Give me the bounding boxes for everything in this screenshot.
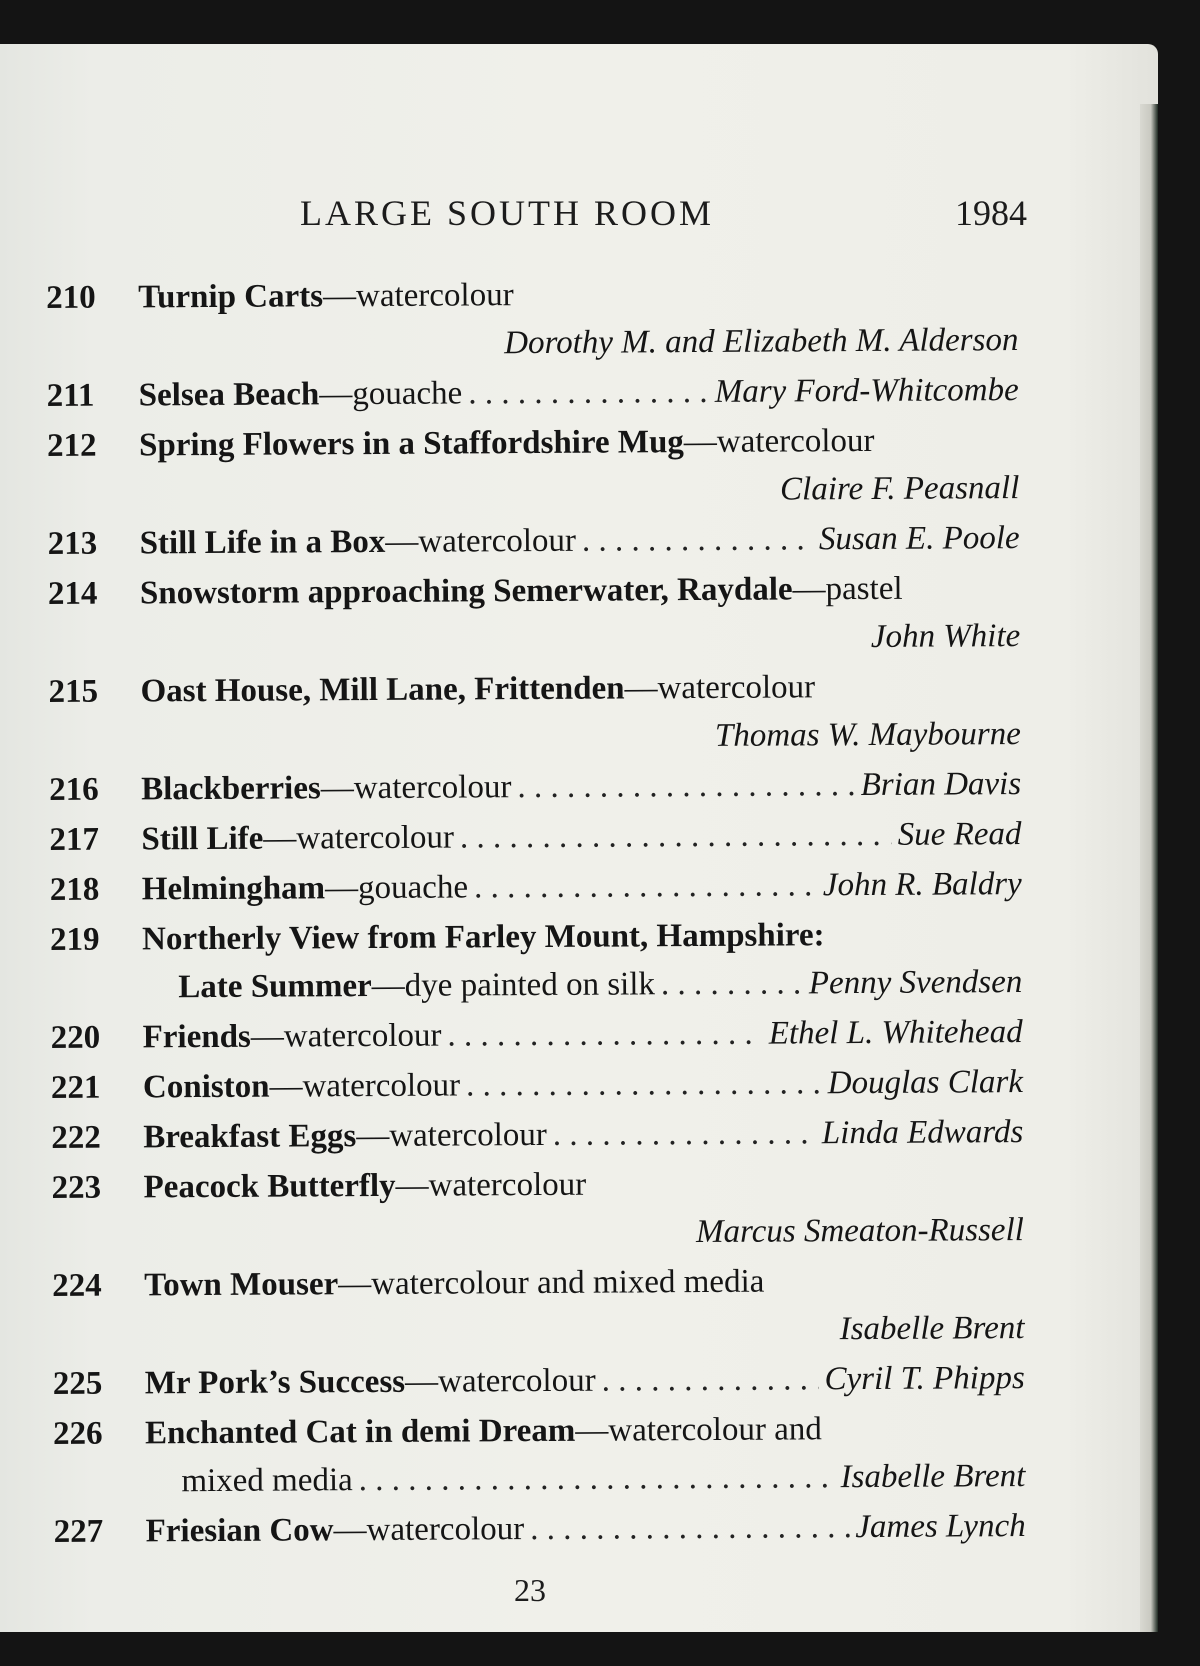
dot-leader	[447, 1010, 763, 1060]
room-title: LARGE SOUTH ROOM	[300, 193, 715, 233]
dot-leader	[530, 1503, 849, 1553]
entry-artist: Brian Davis	[860, 766, 1022, 804]
entry-artist: Isabelle Brent	[839, 1310, 1025, 1348]
entry-medium: —watercolour	[624, 669, 816, 707]
entry-title: Oast House, Mill Lane, Frittenden	[140, 670, 625, 710]
list-item	[50, 910, 1031, 1012]
list-item	[51, 1108, 1031, 1162]
page-number: 23	[514, 1572, 546, 1608]
entry-number: 213	[47, 525, 98, 562]
dot-leader	[602, 1355, 819, 1404]
entry-artist: Marcus Smeaton-Russell	[695, 1212, 1024, 1251]
entry-number: 226	[52, 1415, 103, 1452]
entry-medium-continued: mixed media	[181, 1462, 353, 1500]
entry-title: Snowstorm approaching Semerwater, Raydale	[139, 571, 793, 612]
entry-medium: —watercolour	[333, 1511, 525, 1549]
page-edge	[1140, 104, 1158, 1632]
entry-medium: —gouache	[319, 375, 463, 413]
list-item	[49, 810, 1029, 864]
entry-title: Still Life in a Box	[139, 523, 386, 562]
entry-artist: John White	[870, 618, 1021, 655]
entry-artist: Isabelle Brent	[840, 1458, 1026, 1496]
list-item	[51, 1158, 1032, 1260]
entry-title: Breakfast Eggs	[143, 1118, 357, 1156]
entry-medium: —watercolour	[385, 522, 577, 560]
dot-leader	[553, 1109, 816, 1159]
entry-medium: —watercolour	[404, 1362, 596, 1400]
entry-medium: —watercolour	[683, 422, 875, 461]
list-item	[48, 514, 1028, 568]
dot-leader	[359, 1453, 835, 1504]
list-item	[46, 268, 1027, 370]
entry-medium: —watercolour	[250, 1017, 442, 1055]
list-item	[50, 860, 1030, 914]
entry-medium: —gouache	[324, 869, 469, 907]
entry-number: 222	[51, 1119, 101, 1156]
entry-artist: Linda Edwards	[821, 1114, 1024, 1152]
entry-number: 216	[49, 771, 99, 808]
entry-number: 225	[52, 1365, 103, 1402]
entry-title: Northerly View from Farley Mount, Hampshire:	[141, 917, 825, 958]
entry-artist: Penny Svendsen	[808, 964, 1023, 1002]
entry-artist: Cyril T. Phipps	[824, 1360, 1025, 1398]
list-item	[52, 1256, 1033, 1358]
dot-leader	[460, 811, 892, 862]
entry-title: Turnip Carts	[138, 278, 324, 316]
entry-title: Town Mouser	[144, 1266, 339, 1304]
entry-medium: —watercolour and	[575, 1411, 822, 1449]
entry-artist: Sue Read	[897, 816, 1022, 853]
entry-medium: —watercolour	[322, 277, 514, 315]
year: 1984	[955, 193, 1027, 233]
list-item	[49, 760, 1029, 814]
entry-number: 219	[49, 921, 100, 958]
dot-leader	[474, 861, 817, 911]
entry-list	[46, 268, 1034, 1558]
entry-artist: Claire F. Peasnall	[779, 470, 1020, 508]
entry-title: Coniston	[142, 1068, 270, 1106]
entry-title: Blackberries	[141, 770, 321, 808]
list-item	[51, 1008, 1031, 1062]
entry-title: Selsea Beach	[138, 376, 320, 414]
entry-title: Helmingham	[141, 870, 326, 908]
entry-medium: —watercolour	[356, 1116, 547, 1155]
list-item	[51, 1058, 1031, 1112]
entry-number: 217	[49, 821, 100, 858]
entry-title: Friesian Cow	[145, 1512, 334, 1550]
entry-artist: Thomas W. Maybourne	[714, 716, 1021, 754]
entry-number: 221	[50, 1069, 101, 1106]
entry-medium: —watercolour	[263, 819, 455, 857]
list-item	[47, 416, 1028, 518]
entry-title-continued: Late Summer	[178, 968, 372, 1006]
dot-leader	[468, 368, 709, 417]
dot-leader	[517, 761, 855, 811]
entry-medium: —watercolour and mixed media	[338, 1263, 765, 1303]
entry-medium: —watercolour	[269, 1067, 461, 1105]
entry-title: Enchanted Cat in demi Dream	[144, 1412, 576, 1452]
entry-number: 223	[51, 1169, 102, 1206]
dot-leader	[582, 515, 813, 564]
list-item	[53, 1404, 1034, 1506]
page-header	[0, 192, 1158, 242]
entry-title: Mr Pork’s Success	[144, 1363, 406, 1402]
entry-number: 212	[46, 427, 97, 464]
list-item	[54, 1502, 1034, 1556]
entry-artist: Dorothy M. and Elizabeth M. Alderson	[504, 322, 1019, 362]
entry-title: Peacock Butterfly	[143, 1167, 396, 1206]
entry-title: Spring Flowers in a Staffordshire Mug	[138, 424, 684, 464]
dot-leader	[661, 959, 803, 1008]
list-item	[53, 1354, 1033, 1408]
entry-number: 224	[52, 1267, 102, 1304]
entry-number: 214	[47, 575, 98, 612]
entry-artist: Douglas Clark	[827, 1064, 1024, 1102]
entry-title: Still Life	[141, 820, 264, 858]
entry-number: 210	[46, 279, 96, 316]
entry-medium: —watercolour	[320, 769, 512, 807]
entry-number: 220	[50, 1019, 101, 1056]
list-item	[48, 564, 1029, 666]
entry-artist: John R. Baldry	[822, 866, 1022, 904]
entry-number: 218	[49, 871, 100, 908]
entry-artist: James Lynch	[855, 1508, 1026, 1546]
entry-artist: Susan E. Poole	[818, 520, 1020, 558]
catalogue-page	[0, 44, 1158, 1632]
list-item	[48, 662, 1029, 764]
list-item	[47, 366, 1027, 420]
entry-artist: Mary Ford-Whitcombe	[714, 372, 1019, 410]
entry-number: 215	[48, 673, 99, 710]
entry-number: 227	[53, 1513, 104, 1550]
entry-medium: —pastel	[792, 570, 903, 608]
entry-medium: —dye painted on silk	[371, 966, 656, 1005]
entry-number: 211	[46, 377, 95, 414]
dot-leader	[466, 1059, 822, 1109]
entry-artist: Ethel L. Whitehead	[768, 1014, 1023, 1052]
entry-title: Friends	[142, 1018, 251, 1056]
entry-medium: —watercolour	[395, 1166, 587, 1204]
